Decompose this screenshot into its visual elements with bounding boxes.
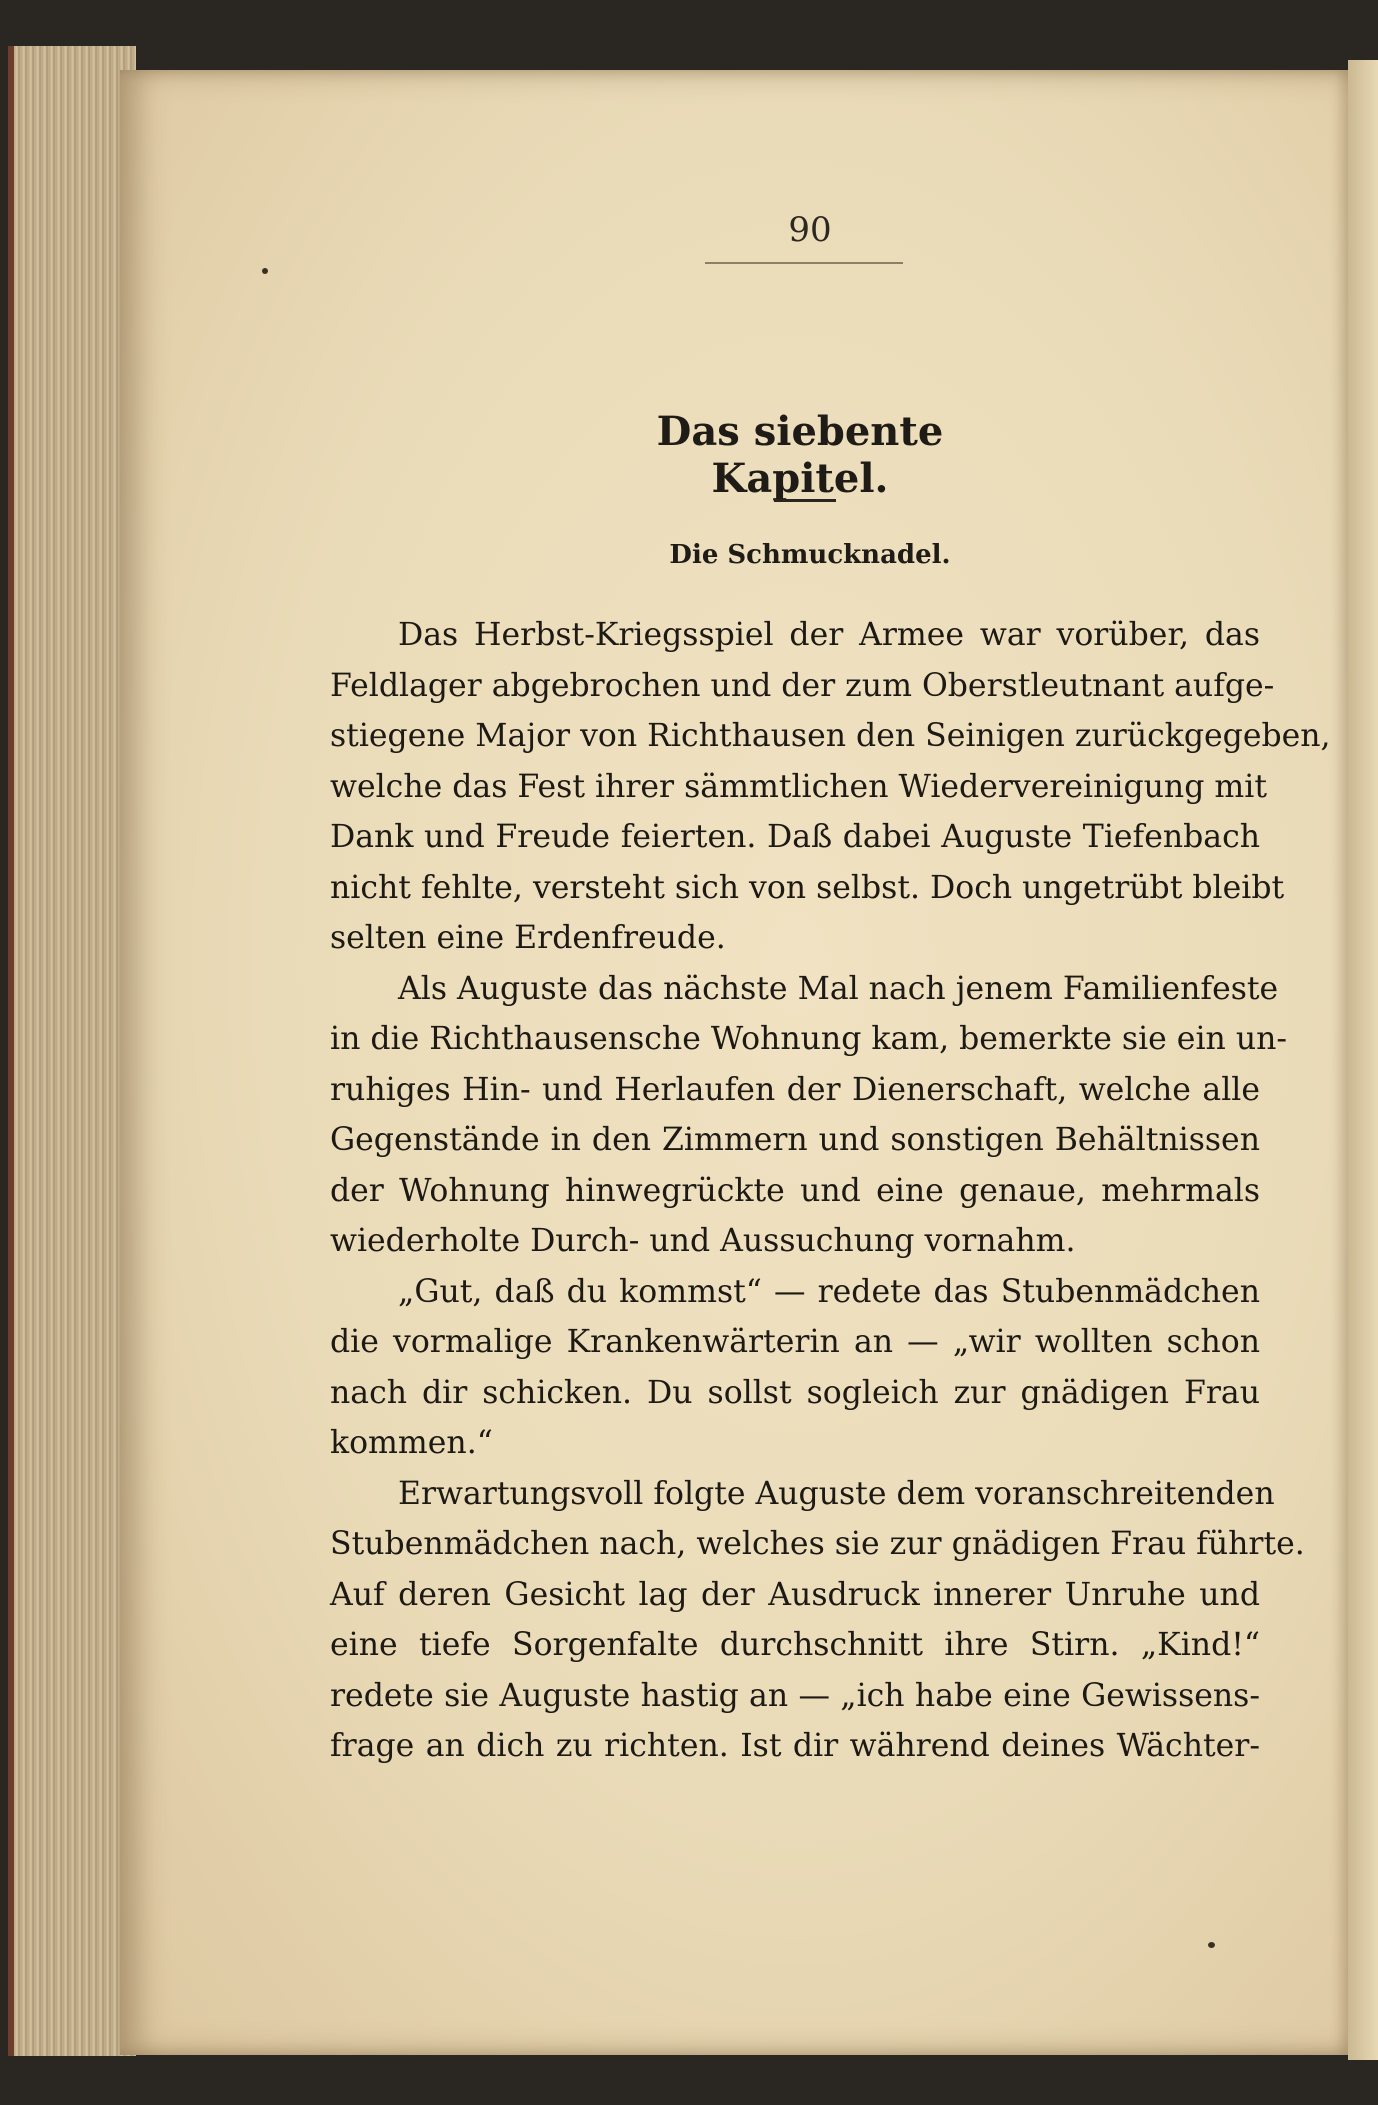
page-number-rule (705, 262, 903, 264)
text-line: der Wohnung hinwegrückte und eine genaue, mehrmals (330, 1172, 1260, 1209)
ink-speck (262, 268, 268, 274)
text-line: Feldlager abgebrochen und der zum Oberstleutnant aufge- (330, 667, 1275, 704)
text-line: wiederholte Durch- und Aussuchung vornahm. (330, 1223, 1076, 1259)
text-line: Als Auguste das nächste Mal nach jenem Familienfeste (398, 970, 1279, 1007)
text-line: Erwartungsvoll folgte Auguste dem voranschreitenden (398, 1475, 1275, 1512)
page-number: 90 (788, 210, 832, 250)
text-line: stiegene Major von Richthausen den Seinigen zurückgegeben, (330, 718, 1331, 754)
ink-speck (1208, 1942, 1215, 1948)
text-line: Stubenmädchen nach, welches sie zur gnädigen Frau führte. (330, 1526, 1305, 1562)
chapter-divider (774, 499, 836, 502)
page-stack-edge (8, 46, 136, 2056)
text-line: „Gut, daß du kommst“ — redete das Stubenmädchen (398, 1273, 1260, 1310)
chapter-subtitle: Die Schmucknadel. (669, 540, 951, 570)
body-text (330, 610, 1331, 1772)
text-line: kommen.“ (330, 1425, 493, 1461)
facing-page-edge (1348, 60, 1378, 2060)
text-line: nicht fehlte, versteht sich von selbst. Doch ungetrübt bleibt (330, 869, 1285, 906)
text-line: die vormalige Krankenwärterin an — „wir wollten schon (330, 1324, 1260, 1360)
text-line: Dank und Freude feierten. Daß dabei Auguste Tiefenbach (330, 819, 1260, 855)
text-line: eine tiefe Sorgenfalte durchschnitt ihre Stirn. „Kind!“ (330, 1627, 1260, 1663)
text-line: redete sie Auguste hastig an — „ich habe eine Gewissens- (330, 1677, 1260, 1714)
text-line: Das Herbst-Kriegsspiel der Armee war vorüber, das (398, 617, 1260, 653)
text-line: nach dir schicken. Du sollst sogleich zur gnädigen Frau (330, 1374, 1260, 1411)
text-line: Gegenstände in den Zimmern und sonstigen Behältnissen (330, 1122, 1260, 1158)
text-line: frage an dich zu richten. Ist dir während deines Wächter- (330, 1728, 1260, 1764)
text-line: in die Richthausensche Wohnung kam, bemerkte sie ein un- (330, 1021, 1288, 1057)
text-line: welche das Fest ihrer sämmtlichen Wiedervereinigung mit (330, 768, 1267, 805)
chapter-title: Das siebente Kapitel. (656, 408, 944, 502)
text-line: ruhiges Hin- und Herlaufen der Dienerschaft, welche alle (330, 1071, 1260, 1108)
text-line: selten eine Erdenfreude. (330, 920, 726, 956)
text-line: Auf deren Gesicht lag der Ausdruck innerer Unruhe und (330, 1576, 1260, 1613)
